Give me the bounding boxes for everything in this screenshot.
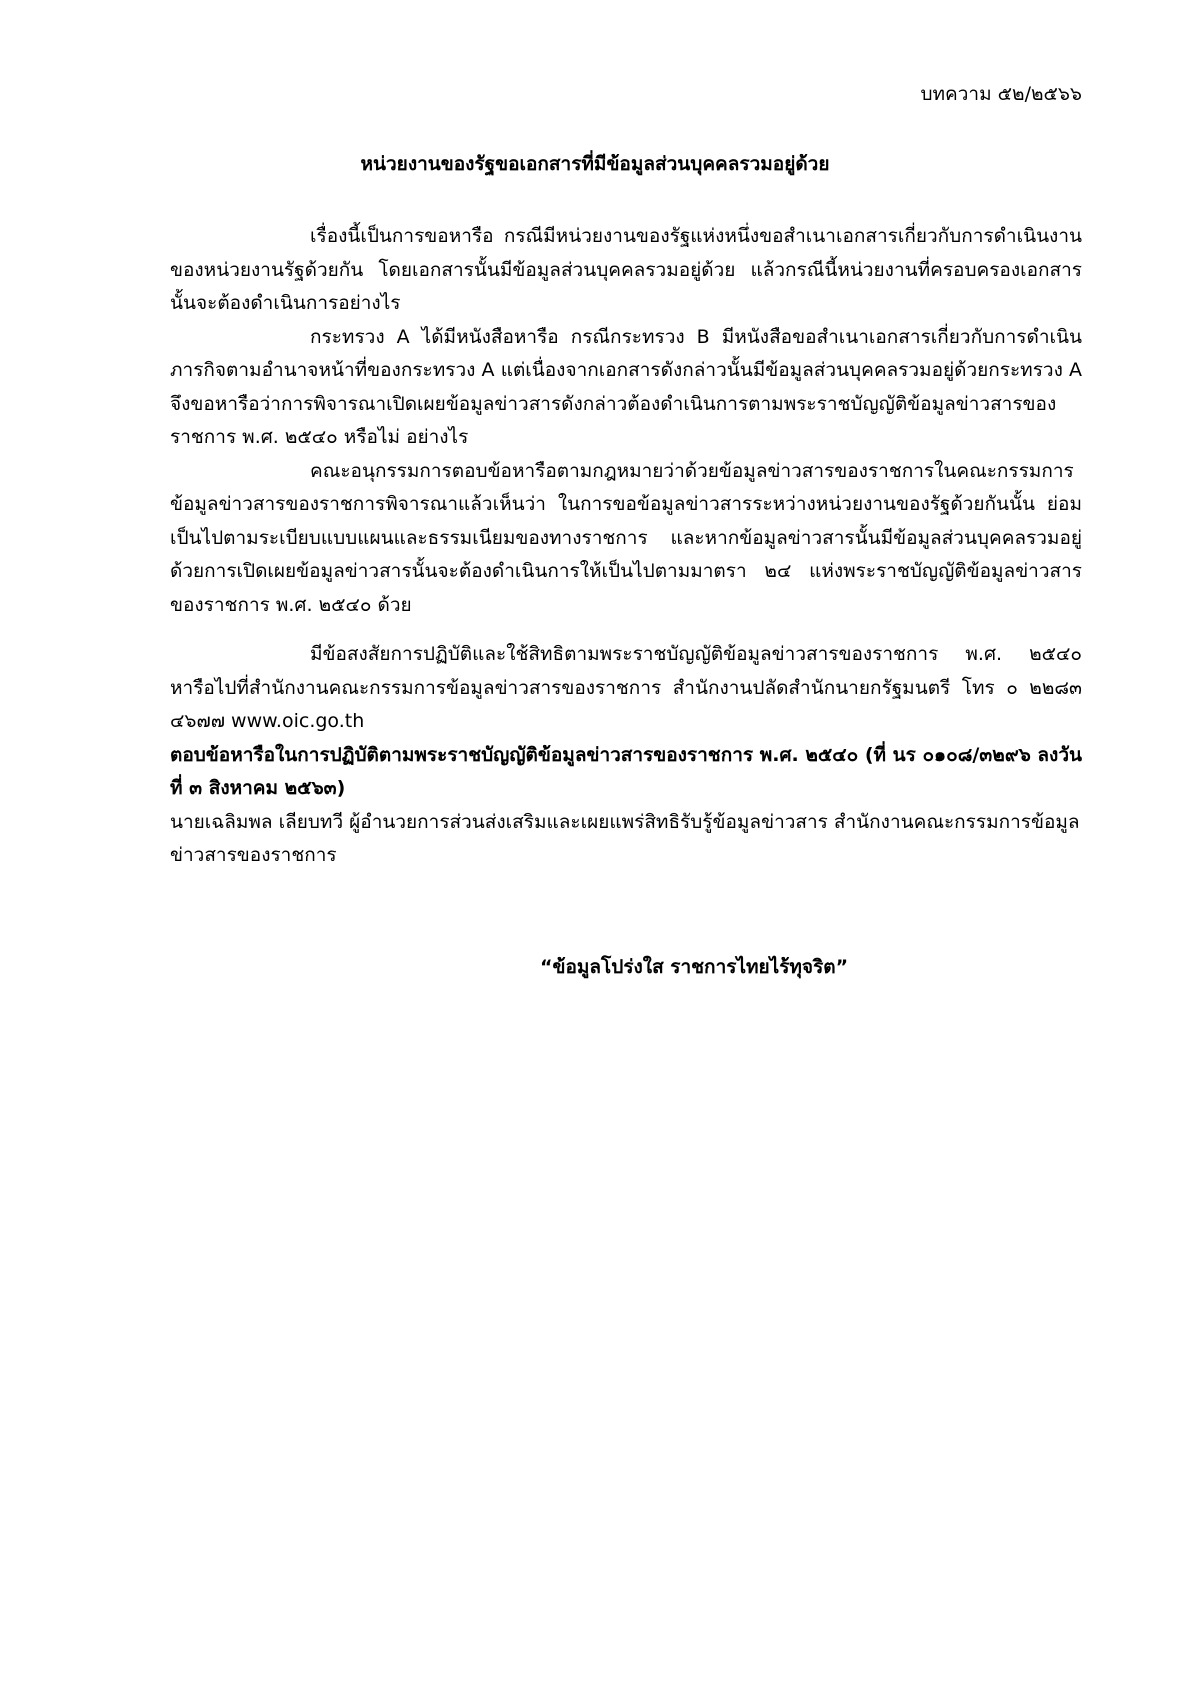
article-number: บทความ ๕๒/๒๕๖๖ [920, 83, 1082, 105]
paragraph-question: เรื่องนี้เป็นการขอหารือ กรณีมีหน่วยงานของรัฐแห่งหนึ่งขอสำเนาเอกสารเกี่ยวกับการดำเนินงานของหน่วยงานรัฐด้วยกัน โดยเอกสารนั้นมีข้อมูลส่วนบุคคลรวมอยู่ด้วย แล้วกรณีนี้หน่วยงานที่ครอบครองเอกสารนั้นจะต้องดำเนินการอย่างไร [170, 225, 1082, 314]
paragraph-opinion: คณะอนุกรรมการตอบข้อหารือตามกฎหมายว่าด้วยข้อมูลข่าวสารของราชการในคณะกรรมการข้อมูลข่าวสารของราชการพิจารณาแล้วเห็นว่า ในการขอข้อมูลข่าวสารระหว่างหน่วยงานของรัฐด้วยกันนั้น ย่อมเป็นไปตามระเบียบแบบแผนและธรรมเนียมของทางราชการ และหากข้อมูลข่าวสารนั้นมีข้อมูลส่วนบุคคลรวมอยู่ด้วยการเปิดเผยข้อมูลข่าวสารนั้นจะต้องดำเนินการให้เป็นไปตามมาตรา ๒๔ แห่งพระราชบัญญัติข้อมูลข่าวสารของราชการ พ.ศ. ๒๕๔๐ ด้วย [170, 459, 1082, 616]
document-title: หน่วยงานของรัฐขอเอกสารที่มีข้อมูลส่วนบุคคลรวมอยู่ด้วย [360, 153, 830, 175]
document-body [170, 220, 1082, 873]
slogan: “ข้อมูลโปร่งใส ราชการไทยไร้ทุจริต” [540, 956, 849, 978]
author-line: นายเฉลิมพล เลียบทวี ผู้อำนวยการส่วนส่งเสริมและเผยแพร่สิทธิรับรู้ข้อมูลข่าวสาร สำนักงานคณะกรรมการข้อมูลข่าวสารของราชการ [170, 810, 1080, 866]
paragraph-contact: มีข้อสงสัยการปฏิบัติและใช้สิทธิตามพระราชบัญญัติข้อมูลข่าวสารของราชการ พ.ศ. ๒๕๔๐ หารือไปที่สำนักงานคณะกรรมการข้อมูลข่าวสารของราชการ สำนักงานปลัดสำนักนายกรัฐมนตรี โทร ๐ ๒๒๘๓ ๔๖๗๗ www.oic.go.th [170, 643, 1082, 732]
reference-citation: ตอบข้อหารือในการปฏิบัติตามพระราชบัญญัติข้อมูลข่าวสารของราชการ พ.ศ. ๒๕๔๐ (ที่ นร ๐๑๐๘/๓๒๙๖ ลงวันที่ ๓ สิงหาคม ๒๕๖๓) [170, 743, 1082, 799]
paragraph-facts: กระทรวง A ได้มีหนังสือหารือ กรณีกระทรวง B มีหนังสือขอสำเนาเอกสารเกี่ยวกับการดำเนินภารกิจตามอำนาจหน้าที่ของกระทรวง A แต่เนื่องจากเอกสารดังกล่าวนั้นมีข้อมูลส่วนบุคคลรวมอยู่ด้วยกระทรวง A จึงขอหารือว่าการพิจารณาเปิดเผยข้อมูลข่าวสารดังกล่าวต้องดำเนินการตามพระราชบัญญัติข้อมูลข่าวสารของราชการ พ.ศ. ๒๕๔๐ หรือไม่ อย่างไร [170, 325, 1082, 448]
